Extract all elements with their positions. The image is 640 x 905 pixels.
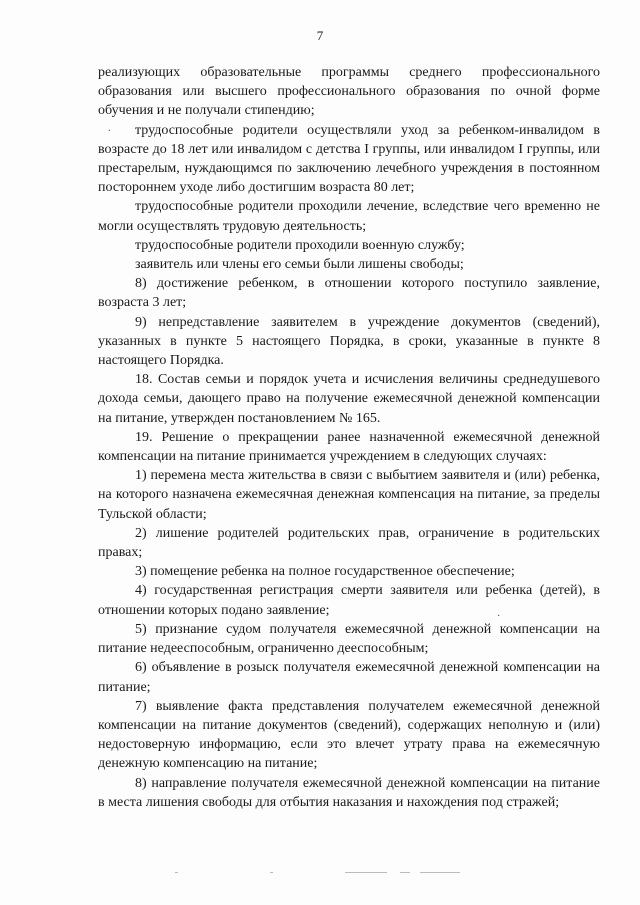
paragraph: 6) объявление в розыск получателя ежемесячной денежной компенсации на питание; bbox=[98, 660, 600, 695]
paragraph: трудоспособные родители проходили лечение, вследствие чего временно не могли осуществлять трудовую деятельность; bbox=[98, 199, 600, 234]
paragraph: 5) признание судом получателя ежемесячной денежной компенсации на питание недееспособным, ограниченно дееспособным; bbox=[98, 621, 600, 657]
paragraph: 18. Состав семьи и порядок учета и исчисления величины среднедушевого дохода семьи, дающего право на получение ежемесячной денежной компенсации на питание, утвержден постановлением № 165. bbox=[98, 372, 600, 426]
paragraph: 1) перемена места жительства в связи с выбытием заявителя и (или) ребенка, на которого назначена ежемесячная денежная компенсация на питание, за пределы Тульской области; bbox=[98, 468, 600, 522]
scan-mark: · bbox=[497, 611, 501, 622]
document-body bbox=[98, 63, 600, 812]
paragraph: 8) достижение ребенком, в отношении которого поступило заявление, возраста 3 лет; bbox=[98, 276, 600, 311]
paragraph: трудоспособные родители осуществляли уход за ребенком-инвалидом в возрасте до 18 лет или инвалидом с детства I группы, или инвалидом I группы, или престарелым, нуждающимся по заключению лечебного учреждения в постоянном постороннем уходе либо достигшим возраста 80 лет; bbox=[98, 122, 600, 196]
scan-mark: . bbox=[108, 123, 111, 134]
paragraph: 3) помещение ребенка на полное государственное обеспечение; bbox=[135, 564, 515, 580]
paragraph: 8) направление получателя ежемесячной денежной компенсации на питание в места лишения свободы для отбытия наказания и нахождения под стражей; bbox=[98, 775, 600, 810]
paragraph: 9) непредставление заявителем в учреждение документов (сведений), указанных в пункте 5 настоящего Порядка, в сроки, указанные в пункте 8 настоящего Порядка. bbox=[98, 314, 600, 369]
scan-speck bbox=[270, 872, 273, 873]
paragraph: реализующих образовательные программы среднего профессионального образования или высшего профессионального образования по очной форме обучения и не получали стипендию; bbox=[98, 65, 600, 119]
paragraph: 4) государственная регистрация смерти заявителя или ребенка (детей), в отношении которых подано заявление; bbox=[98, 583, 600, 618]
paragraph: 2) лишение родителей родительских прав, ограничение в родительских правах; bbox=[98, 525, 600, 561]
paragraph: трудоспособные родители проходили военную службу; bbox=[135, 237, 465, 253]
page-number: 7 bbox=[316, 28, 324, 43]
paragraph: 7) выявление факта представления получателем ежемесячной денежной компенсации на питание документов (сведений), содержащих неполную и (или) недостоверную информацию, если это влечет утрату права на ежемесячную денежную компенсацию на питание; bbox=[98, 698, 600, 772]
paragraph: 19. Решение о прекращении ранее назначенной ежемесячной денежной компенсации на питание принимается учреждением в следующих случаях: bbox=[98, 429, 600, 465]
paragraph: заявитель или члены его семьи были лишены свободы; bbox=[135, 257, 464, 273]
scan-speck bbox=[400, 872, 410, 873]
scan-speck bbox=[420, 872, 460, 873]
scan-speck bbox=[175, 872, 178, 873]
scan-speck bbox=[345, 872, 387, 873]
